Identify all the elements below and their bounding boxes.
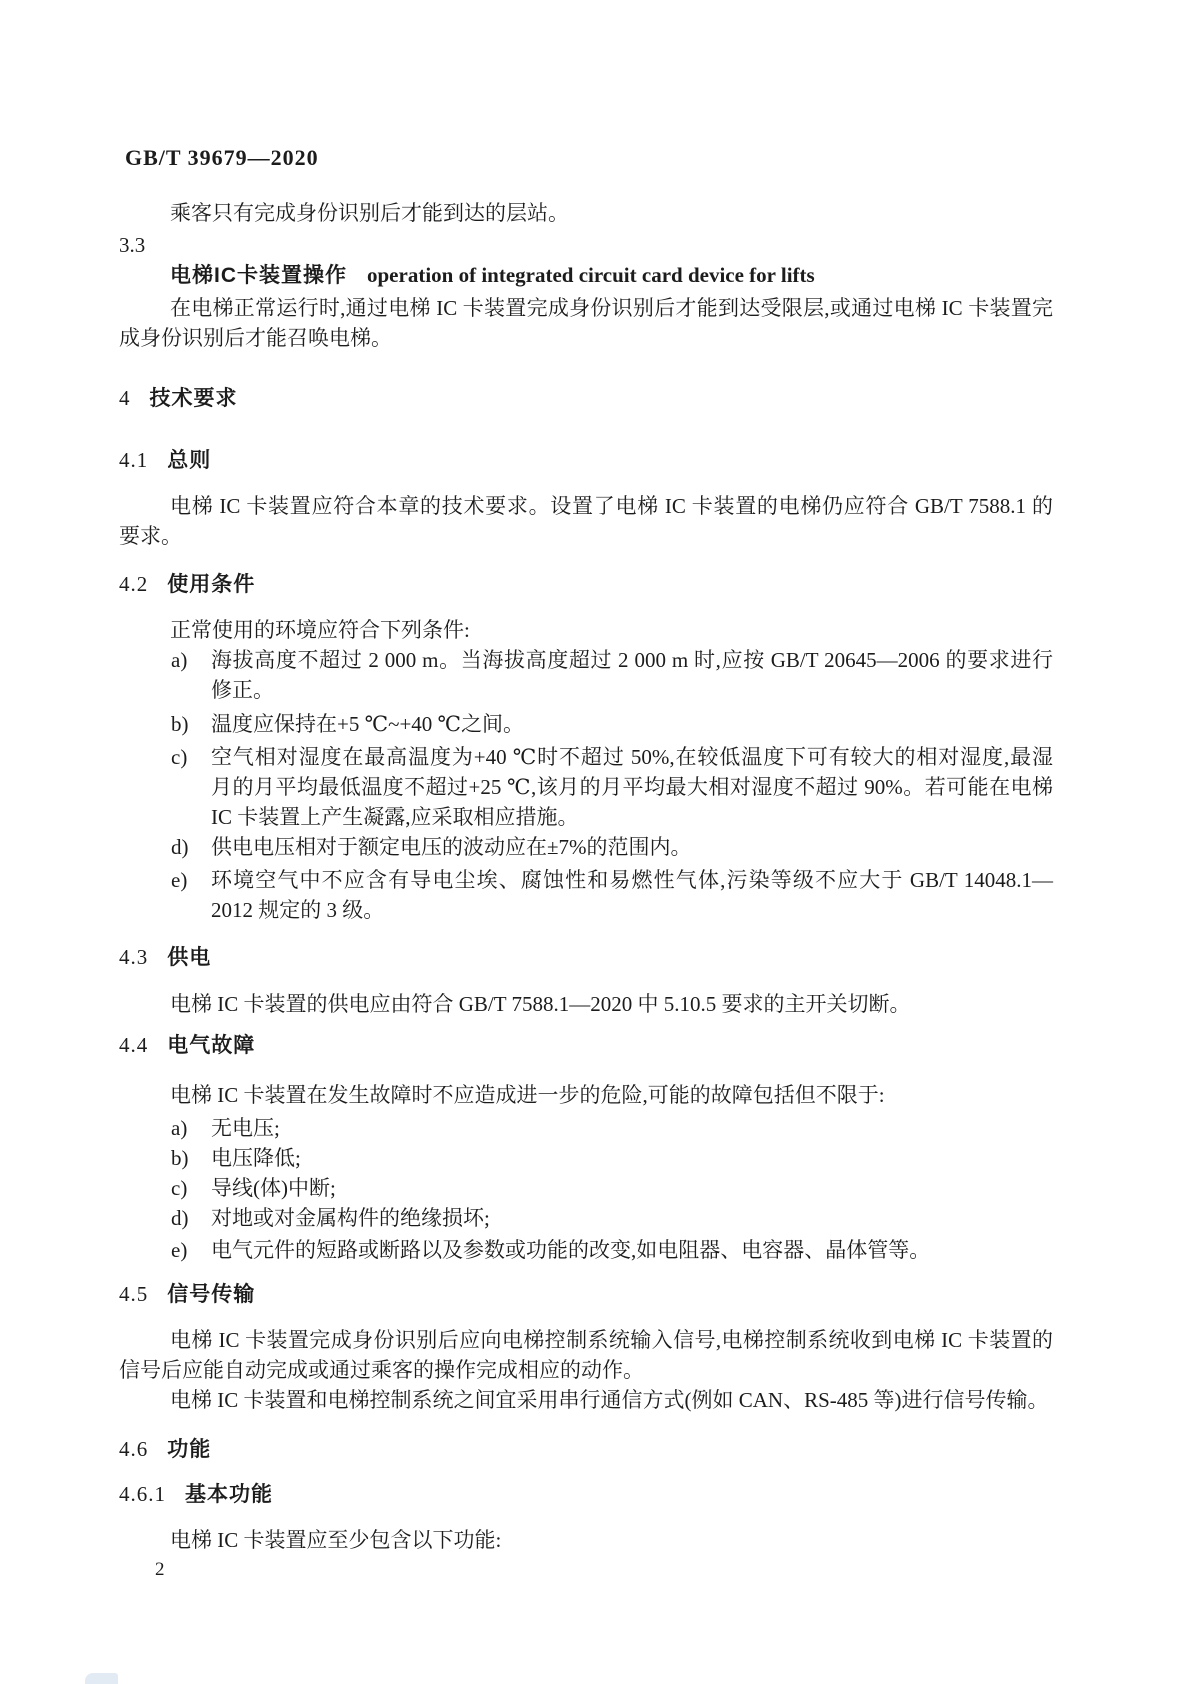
fault-list-item-c bbox=[119, 1173, 1053, 1203]
section-4-1-heading bbox=[119, 445, 1053, 475]
list-marker: b) bbox=[171, 1146, 189, 1170]
page-body bbox=[119, 0, 1053, 1585]
list-marker: b) bbox=[171, 712, 189, 736]
list-item-text bbox=[211, 645, 1053, 705]
s45-para1-line2: 信号后应能自动完成或通过乘客的操作完成相应的动作。 bbox=[119, 1358, 644, 1382]
section-4-3-heading bbox=[119, 942, 1053, 972]
list-item-d bbox=[119, 832, 1053, 862]
section-4-3-title: 供电 bbox=[167, 946, 212, 969]
fault-list-item-b bbox=[119, 1143, 1053, 1173]
list-item-text bbox=[211, 832, 1053, 862]
page-number: 2 bbox=[155, 1559, 165, 1580]
list-item-a bbox=[119, 645, 1053, 705]
section-4-4-title: 电气故障 bbox=[167, 1034, 256, 1057]
section-4-2-title: 使用条件 bbox=[167, 573, 256, 596]
fault-list-item-e bbox=[119, 1235, 1053, 1265]
section-4-3-number: 4.3 bbox=[119, 945, 149, 969]
list-line: 供电电压相对于额定电压的波动应在±7%的范围内。 bbox=[211, 835, 692, 859]
list-line: 电气元件的短路或断路以及参数或功能的改变,如电阻器、电容器、晶体管等。 bbox=[211, 1238, 931, 1262]
term-definition-line bbox=[119, 260, 1053, 290]
list-marker: c) bbox=[171, 745, 188, 769]
list-line: 电压降低; bbox=[211, 1146, 301, 1170]
s45-para1-line1: 电梯 IC 卡装置完成身份识别后应向电梯控制系统输入信号,电梯控制系统收到电梯 IC 卡装置的 bbox=[170, 1328, 1053, 1352]
s42-intro-line: 正常使用的环境应符合下列条件: bbox=[170, 618, 470, 642]
section-4-6-1-title: 基本功能 bbox=[185, 1483, 273, 1506]
section-4-6-number: 4.6 bbox=[119, 1437, 149, 1461]
section-4-6-title: 功能 bbox=[167, 1438, 212, 1461]
list-item-text bbox=[211, 709, 1053, 739]
list-line: 环境空气中不应含有导电尘埃、腐蚀性和易燃性气体,污染等级不应大于 GB/T 14048.1— bbox=[211, 868, 1053, 892]
list-marker: d) bbox=[171, 835, 189, 859]
list-line: 空气相对湿度在最高温度为+40 ℃时不超过 50%,在较低温度下可有较大的相对湿度,最湿 bbox=[211, 745, 1053, 769]
section-4-1-number: 4.1 bbox=[119, 448, 149, 472]
standard-number-header: GB/T 39679—2020 bbox=[125, 145, 319, 170]
section-4-2-number: 4.2 bbox=[119, 572, 149, 596]
section-4-number: 4 bbox=[119, 386, 131, 410]
list-line: 导线(体)中断; bbox=[211, 1176, 336, 1200]
list-item-text bbox=[211, 742, 1053, 832]
list-line: 修正。 bbox=[211, 678, 274, 702]
list-line: 月的月平均最低温度不超过+25 ℃,该月的月平均最大相对湿度不超过 90%。若可能在电梯 bbox=[211, 775, 1053, 799]
list-line: 海拔高度不超过 2 000 m。当海拔高度超过 2 000 m 时,应按 GB/T 20645—2006 的要求进行 bbox=[211, 648, 1053, 672]
list-marker: a) bbox=[171, 1116, 188, 1140]
term-chinese: 电梯IC卡装置操作 bbox=[170, 264, 347, 287]
list-line: 对地或对金属构件的绝缘损坏; bbox=[211, 1206, 490, 1230]
list-item-e bbox=[119, 865, 1053, 925]
s44-intro-line: 电梯 IC 卡装置在发生故障时不应造成进一步的危险,可能的故障包括但不限于: bbox=[170, 1083, 885, 1107]
section-4-5-number: 4.5 bbox=[119, 1282, 149, 1306]
s461-para: 电梯 IC 卡装置应至少包含以下功能: bbox=[170, 1528, 502, 1552]
section-4-6-1-number: 4.6.1 bbox=[119, 1482, 166, 1506]
list-item-c bbox=[119, 742, 1053, 832]
term-english: operation of integrated circuit card device for lifts bbox=[367, 263, 815, 287]
section-4-1-title: 总则 bbox=[167, 449, 212, 472]
section-4-2-heading bbox=[119, 569, 1053, 599]
clause-number-3-3: 3.3 bbox=[119, 233, 146, 257]
section-4-heading bbox=[119, 383, 1053, 413]
section-4-4-heading bbox=[119, 1030, 1053, 1060]
corner-decoration bbox=[85, 1673, 118, 1684]
s41-para-line1: 电梯 IC 卡装置应符合本章的技术要求。设置了电梯 IC 卡装置的电梯仍应符合 GB/T 7588.1 的 bbox=[170, 494, 1053, 518]
section-4-5-title: 信号传输 bbox=[167, 1283, 256, 1306]
clause3-intro-line: 乘客只有完成身份识别后才能到达的层站。 bbox=[170, 201, 569, 225]
list-marker: d) bbox=[171, 1206, 189, 1230]
list-item-b bbox=[119, 709, 1053, 739]
section-4-5-heading bbox=[119, 1279, 1053, 1309]
list-item-text bbox=[211, 865, 1053, 925]
list-marker: e) bbox=[171, 868, 188, 892]
list-line: IC 卡装置上产生凝露,应采取相应措施。 bbox=[211, 805, 579, 829]
section-4-title: 技术要求 bbox=[149, 387, 238, 410]
list-line: 无电压; bbox=[211, 1116, 280, 1140]
list-marker: a) bbox=[171, 648, 188, 672]
clause3-def-line2: 成身份识别后才能召唤电梯。 bbox=[119, 326, 392, 350]
list-marker: e) bbox=[171, 1238, 188, 1262]
section-4-6-heading bbox=[119, 1434, 1053, 1464]
fault-list-item-d bbox=[119, 1203, 1053, 1233]
s45-para2: 电梯 IC 卡装置和电梯控制系统之间宜采用串行通信方式(例如 CAN、RS-485 等)进行信号传输。 bbox=[170, 1388, 1049, 1412]
list-line: 2012 规定的 3 级。 bbox=[211, 898, 385, 922]
section-4-4-number: 4.4 bbox=[119, 1033, 149, 1057]
section-4-6-1-heading bbox=[119, 1479, 1053, 1509]
clause3-def-line1: 在电梯正常运行时,通过电梯 IC 卡装置完成身份识别后才能到达受限层,或通过电梯 IC 卡装置完 bbox=[170, 296, 1053, 320]
s41-para-line2: 要求。 bbox=[119, 524, 182, 548]
s43-para: 电梯 IC 卡装置的供电应由符合 GB/T 7588.1—2020 中 5.10.5 要求的主开关切断。 bbox=[170, 992, 911, 1016]
list-line: 温度应保持在+5 ℃~+40 ℃之间。 bbox=[211, 712, 525, 736]
fault-list-item-a bbox=[119, 1113, 1053, 1143]
list-marker: c) bbox=[171, 1176, 188, 1200]
